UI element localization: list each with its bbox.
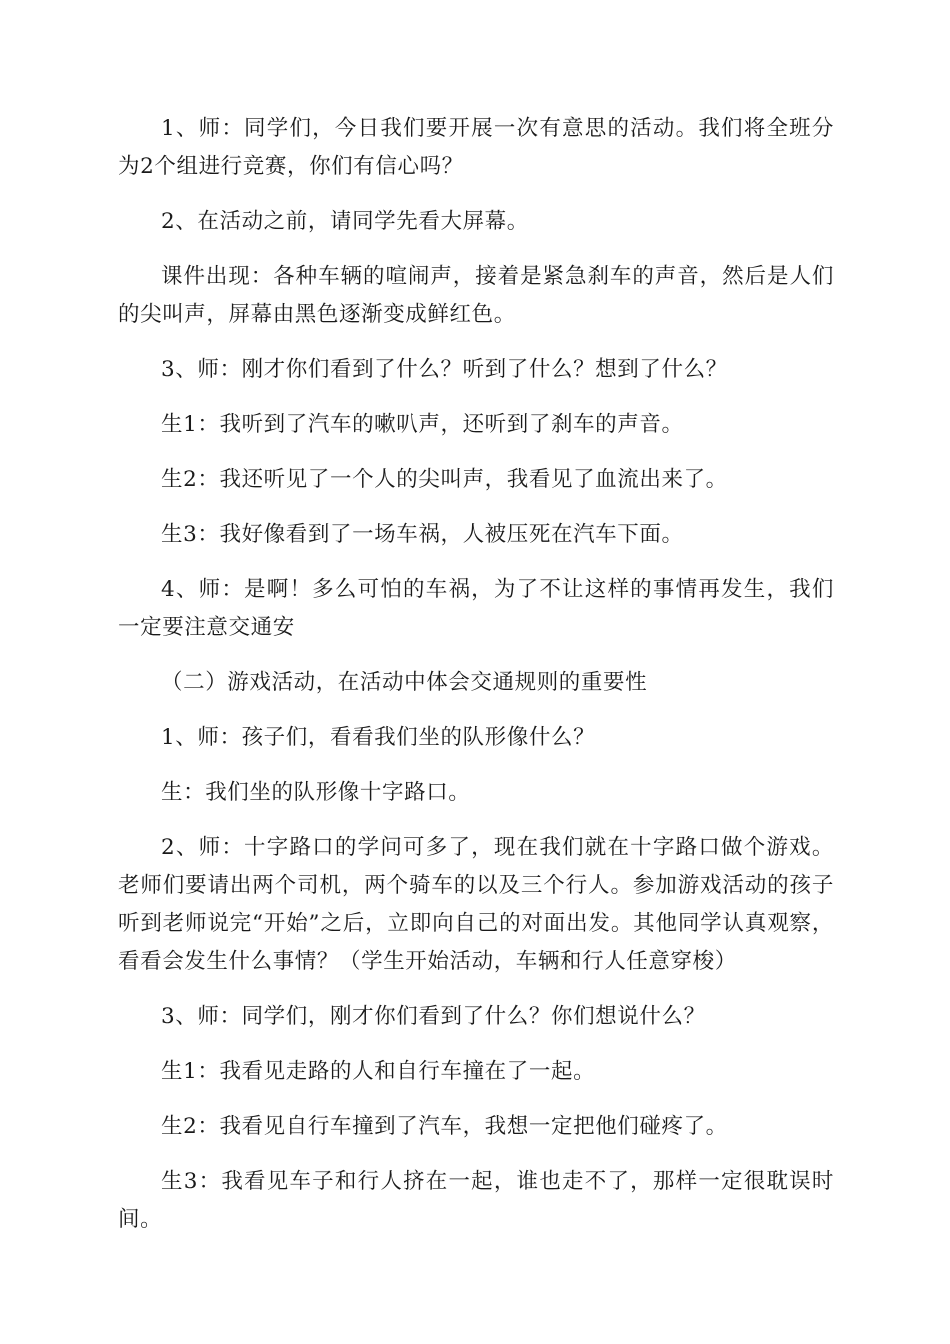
section-heading: （二）游戏活动，在活动中体会交通规则的重要性 [161,670,648,695]
paragraph: 生：我们坐的队形像十字路口。 [161,780,471,805]
paragraph: 1、师：孩子们，看看我们坐的队形像什么？ [161,725,596,750]
paragraph: 生2：我还听见了一个人的尖叫声，我看见了血流出来了。 [161,467,728,492]
paragraph: 4、师：是啊！多么可怕的车祸，为了不让这样的事情再发生，我们一定要注意交通安 [118,577,834,640]
paragraph: 1、师：同学们，今日我们要开展一次有意思的活动。我们将全班分为2个组进行竞赛，你们有信心吗？ [118,116,834,179]
paragraph: 2、在活动之前，请同学先看大屏幕。 [161,209,529,234]
paragraph: 生1：我看见走路的人和自行车撞在了一起。 [161,1059,596,1084]
paragraph: 3、师：同学们，刚才你们看到了什么？你们想说什么？ [161,1004,706,1029]
paragraph: 生1：我听到了汽车的嗽叭声，还听到了刹车的声音。 [161,412,684,437]
paragraph: 2、师：十字路口的学问可多了，现在我们就在十字路口做个游戏。老师们要请出两个司机，两个骑车的以及三个行人。参加游戏活动的孩子听到老师说完“开始”之后，立即向自己的对面出发。其他同学认真观察，看看会发生什么事情？（学生开始活动，车辆和行人任意穿梭） [118,835,834,974]
paragraph: 生2：我看见自行车撞到了汽车，我想一定把他们碰疼了。 [161,1114,728,1139]
paragraph: 课件出现：各种车辆的喧闹声，接着是紧急刹车的声音，然后是人们的尖叫声，屏幕由黑色逐渐变成鲜红色。 [118,264,834,327]
document-page [118,110,834,1256]
paragraph: 生3：我看见车子和行人挤在一起，谁也走不了，那样一定很耽误时间。 [118,1169,834,1232]
paragraph: 3、师：刚才你们看到了什么？听到了什么？想到了什么？ [161,357,728,382]
paragraph: 生3：我好像看到了一场车祸，人被压死在汽车下面。 [161,522,684,547]
